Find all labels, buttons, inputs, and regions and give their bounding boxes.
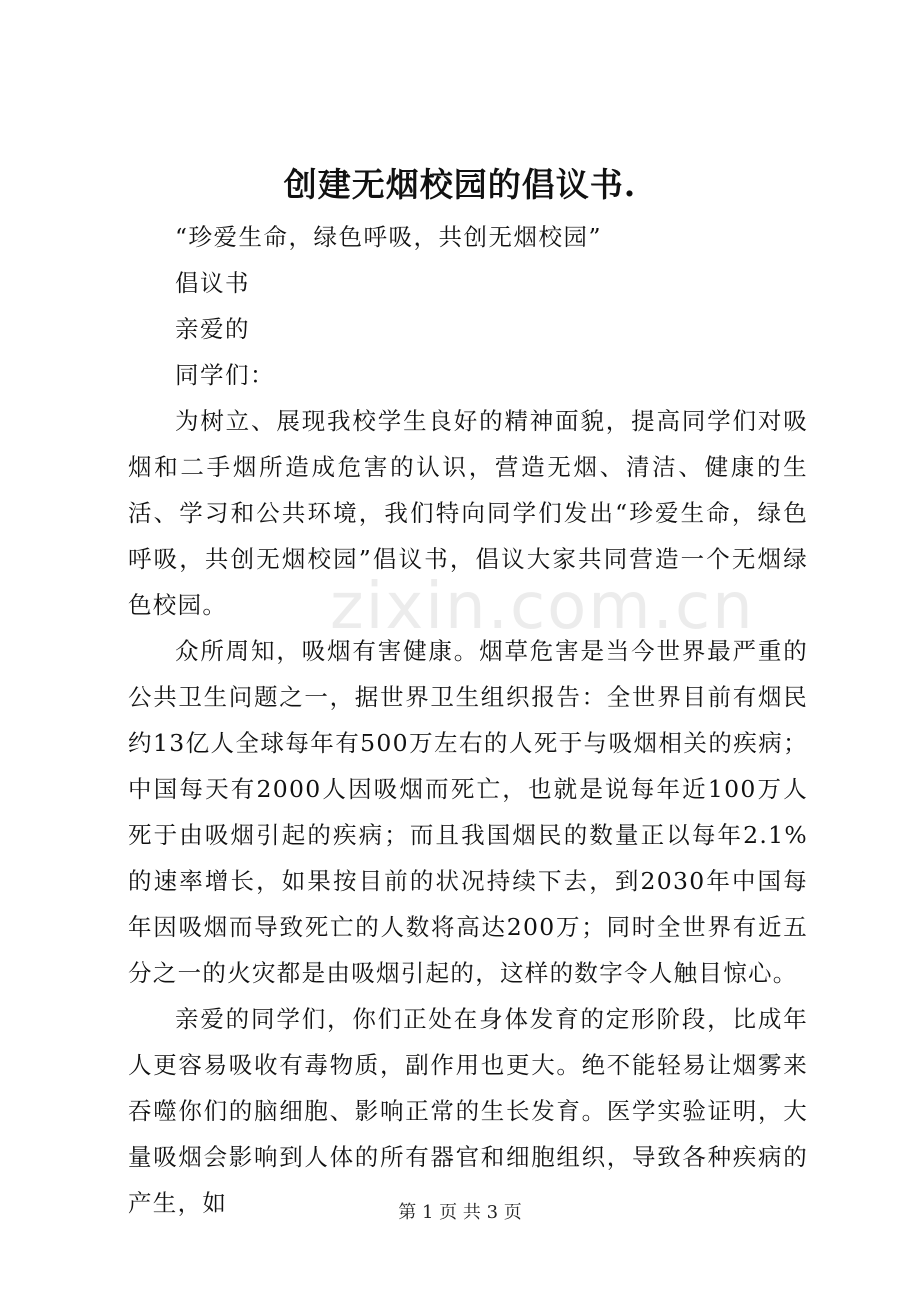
page-number-footer: 第 1 页 共 3 页 <box>398 1202 522 1223</box>
document-title: 创建无烟校园的倡议书. <box>283 165 637 204</box>
paragraph-2: 众所周知，吸烟有害健康。烟草危害是当今世界最严重的公共卫生问题之一，据世界卫生组织报告：全世界目前有烟民约13亿人全球每年有500万左右的人死于与吸烟相关的疾病；中国每天有2000人因吸烟而死亡，也就是说每年近100万人死于由吸烟引起的疾病；而且我国烟民的数量正以每年2.1%的速率增长，如果按目前的状况持续下去，到2030年中国每年因吸烟而导致死亡的人数将高达200万；同时全世界有近五分之一的火灾都是由吸烟引起的，这样的数字令人触目惊心。 <box>128 637 808 987</box>
paragraph-3: 亲爱的同学们，你们正处在身体发育的定形阶段，比成年人更容易吸收有毒物质，副作用也更大。绝不能轻易让烟雾来吞噬你们的脑细胞、影响正常的生长发育。医学实验证明，大量吸烟会影响到人体的所有器官和细胞组织，导致各种疾病的产生，如 <box>128 1005 808 1217</box>
document-body <box>128 214 808 1226</box>
doc-type-line: 倡议书 <box>175 269 250 297</box>
salutation-line-1: 亲爱的 <box>175 315 250 343</box>
watermark: zixin.com.cn <box>330 570 755 644</box>
slogan-line: “珍爱生命，绿色呼吸，共创无烟校园” <box>175 223 603 251</box>
salutation-line-2: 同学们： <box>175 361 275 389</box>
paragraph-1: 为树立、展现我校学生良好的精神面貌，提高同学们对吸烟和二手烟所造成危害的认识，营造无烟、清洁、健康的生活、学习和公共环境，我们特向同学们发出“珍爱生命，绿色呼吸，共创无烟校园”倡议书，倡议大家共同营造一个无烟绿色校园。 <box>128 407 808 619</box>
